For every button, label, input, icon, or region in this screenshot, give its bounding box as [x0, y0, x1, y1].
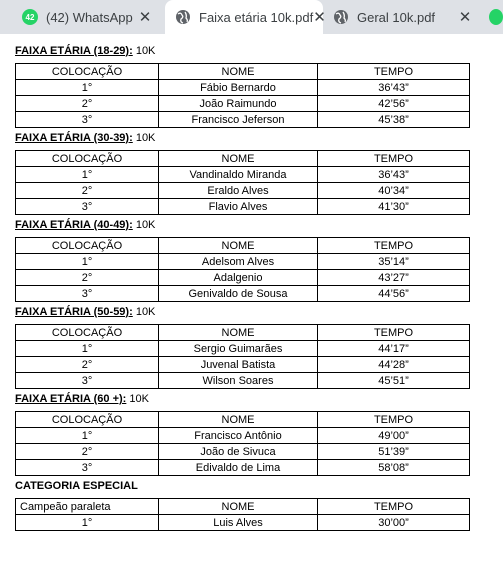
name-cell: João de Sivuca — [159, 444, 318, 460]
results-table — [15, 63, 470, 128]
name-cell: Juvenal Batista — [159, 357, 318, 373]
results-table — [15, 237, 470, 302]
table-row — [16, 96, 470, 112]
header-cell: TEMPO — [318, 325, 470, 341]
table-row — [16, 112, 470, 128]
time-cell: 58’08” — [318, 460, 470, 476]
section-distance: 10K — [132, 132, 156, 144]
time-cell: 44’56” — [318, 286, 470, 302]
position-cell: 2° — [16, 183, 159, 199]
table-row — [16, 254, 470, 270]
position-cell: 3° — [16, 460, 159, 476]
table-row — [16, 183, 470, 199]
header-cell: COLOCAÇÃO — [16, 412, 159, 428]
header-cell: NOME — [159, 499, 318, 515]
tab-title: Geral 10k.pdf — [357, 9, 436, 25]
name-cell: Francisco Jeferson — [159, 112, 318, 128]
position-cell: 1° — [16, 80, 159, 96]
table-row — [16, 270, 470, 286]
section-heading — [15, 305, 503, 319]
table-row — [16, 341, 470, 357]
position-cell: 1° — [16, 167, 159, 183]
table-row — [16, 373, 470, 389]
header-cell: TEMPO — [318, 499, 470, 515]
name-cell: Vandinaldo Miranda — [159, 167, 318, 183]
table-row — [16, 199, 470, 215]
position-cell: 3° — [16, 112, 159, 128]
section-title: FAIXA ETÁRIA (30-39): — [15, 132, 133, 144]
time-cell: 35’14” — [318, 254, 470, 270]
table-header-row — [16, 151, 470, 167]
section-distance: 10K — [132, 219, 156, 231]
whatsapp-icon — [489, 9, 503, 25]
name-cell: Fábio Bernardo — [159, 80, 318, 96]
overflow-tab-edge[interactable] — [485, 0, 503, 34]
time-cell: 41’30” — [318, 199, 470, 215]
table-row — [16, 428, 470, 444]
section-heading — [15, 218, 503, 232]
section-title: FAIXA ETÁRIA (60 +): — [15, 393, 127, 405]
special-category-table — [15, 498, 470, 531]
close-icon[interactable]: ✕ — [313, 9, 326, 26]
results-table — [15, 411, 470, 476]
tab-title: (42) WhatsApp — [46, 9, 133, 25]
table-header-row — [16, 238, 470, 254]
table-row — [16, 515, 470, 531]
header-cell: COLOCAÇÃO — [16, 151, 159, 167]
pdf-page — [0, 34, 503, 531]
results-table — [15, 324, 470, 389]
name-cell: Edivaldo de Lima — [159, 460, 318, 476]
name-cell: Genivaldo de Sousa — [159, 286, 318, 302]
time-cell: 30’00” — [318, 515, 470, 531]
globe-icon — [175, 9, 191, 25]
position-cell: 3° — [16, 199, 159, 215]
tab-faixa-etaria[interactable] — [165, 0, 326, 34]
close-icon[interactable]: ✕ — [458, 9, 472, 26]
name-cell: Adalgenio — [159, 270, 318, 286]
globe-icon — [333, 9, 349, 25]
time-cell: 44’17” — [318, 341, 470, 357]
special-category-heading: CATEGORIA ESPECIAL — [15, 480, 138, 492]
time-cell: 49’00” — [318, 428, 470, 444]
whatsapp-icon: 42 — [22, 9, 38, 25]
header-cell: TEMPO — [318, 412, 470, 428]
age-group-sections — [15, 44, 503, 476]
name-cell: Sergio Guimarães — [159, 341, 318, 357]
header-cell: NOME — [159, 412, 318, 428]
tab-geral[interactable] — [323, 0, 483, 34]
time-cell: 42’56” — [318, 96, 470, 112]
header-cell: COLOCAÇÃO — [16, 325, 159, 341]
header-cell: NOME — [159, 151, 318, 167]
position-cell: 2° — [16, 444, 159, 460]
name-cell: Flavio Alves — [159, 199, 318, 215]
position-cell: 3° — [16, 286, 159, 302]
table-row — [16, 357, 470, 373]
section-distance: 10K — [132, 45, 156, 57]
header-cell: TEMPO — [318, 64, 470, 80]
close-icon[interactable]: ✕ — [138, 9, 152, 26]
browser-tab-strip — [0, 0, 503, 34]
table-header-row — [16, 64, 470, 80]
section-heading — [15, 392, 503, 406]
section-title: FAIXA ETÁRIA (50-59): — [15, 306, 133, 318]
time-cell: 45’38” — [318, 112, 470, 128]
tab-whatsapp[interactable] — [0, 0, 163, 34]
tab-title: Faixa etária 10k.pdf — [199, 9, 314, 25]
position-cell: 3° — [16, 373, 159, 389]
section-heading — [15, 131, 503, 145]
time-cell: 40’34” — [318, 183, 470, 199]
section-title: FAIXA ETÁRIA (40-49): — [15, 219, 133, 231]
time-cell: 36’43” — [318, 80, 470, 96]
table-header-row — [16, 325, 470, 341]
header-cell: NOME — [159, 325, 318, 341]
position-cell: 1° — [16, 515, 159, 531]
table-header-row — [16, 499, 470, 515]
name-cell: Wilson Soares — [159, 373, 318, 389]
name-cell: Adelsom Alves — [159, 254, 318, 270]
name-cell: Luis Alves — [159, 515, 318, 531]
time-cell: 44’28” — [318, 357, 470, 373]
position-cell: 1° — [16, 254, 159, 270]
time-cell: 43’27” — [318, 270, 470, 286]
header-cell: TEMPO — [318, 151, 470, 167]
header-cell: COLOCAÇÃO — [16, 238, 159, 254]
section-distance: 10K — [132, 306, 156, 318]
header-cell: Campeão paraleta — [16, 499, 159, 515]
name-cell: Francisco Antônio — [159, 428, 318, 444]
table-row — [16, 460, 470, 476]
section-distance: 10K — [126, 393, 149, 405]
table-header-row — [16, 412, 470, 428]
table-row — [16, 444, 470, 460]
header-cell: TEMPO — [318, 238, 470, 254]
position-cell: 2° — [16, 96, 159, 112]
time-cell: 36’43” — [318, 167, 470, 183]
table-row — [16, 80, 470, 96]
section-title: FAIXA ETÁRIA (18-29): — [15, 45, 133, 57]
results-table — [15, 150, 470, 215]
table-row — [16, 167, 470, 183]
name-cell: Eraldo Alves — [159, 183, 318, 199]
position-cell: 1° — [16, 341, 159, 357]
header-cell: NOME — [159, 64, 318, 80]
position-cell: 2° — [16, 357, 159, 373]
time-cell: 51’39” — [318, 444, 470, 460]
position-cell: 2° — [16, 270, 159, 286]
name-cell: João Raimundo — [159, 96, 318, 112]
section-heading — [15, 44, 503, 58]
header-cell: NOME — [159, 238, 318, 254]
time-cell: 45’51” — [318, 373, 470, 389]
position-cell: 1° — [16, 428, 159, 444]
table-row — [16, 286, 470, 302]
header-cell: COLOCAÇÃO — [16, 64, 159, 80]
